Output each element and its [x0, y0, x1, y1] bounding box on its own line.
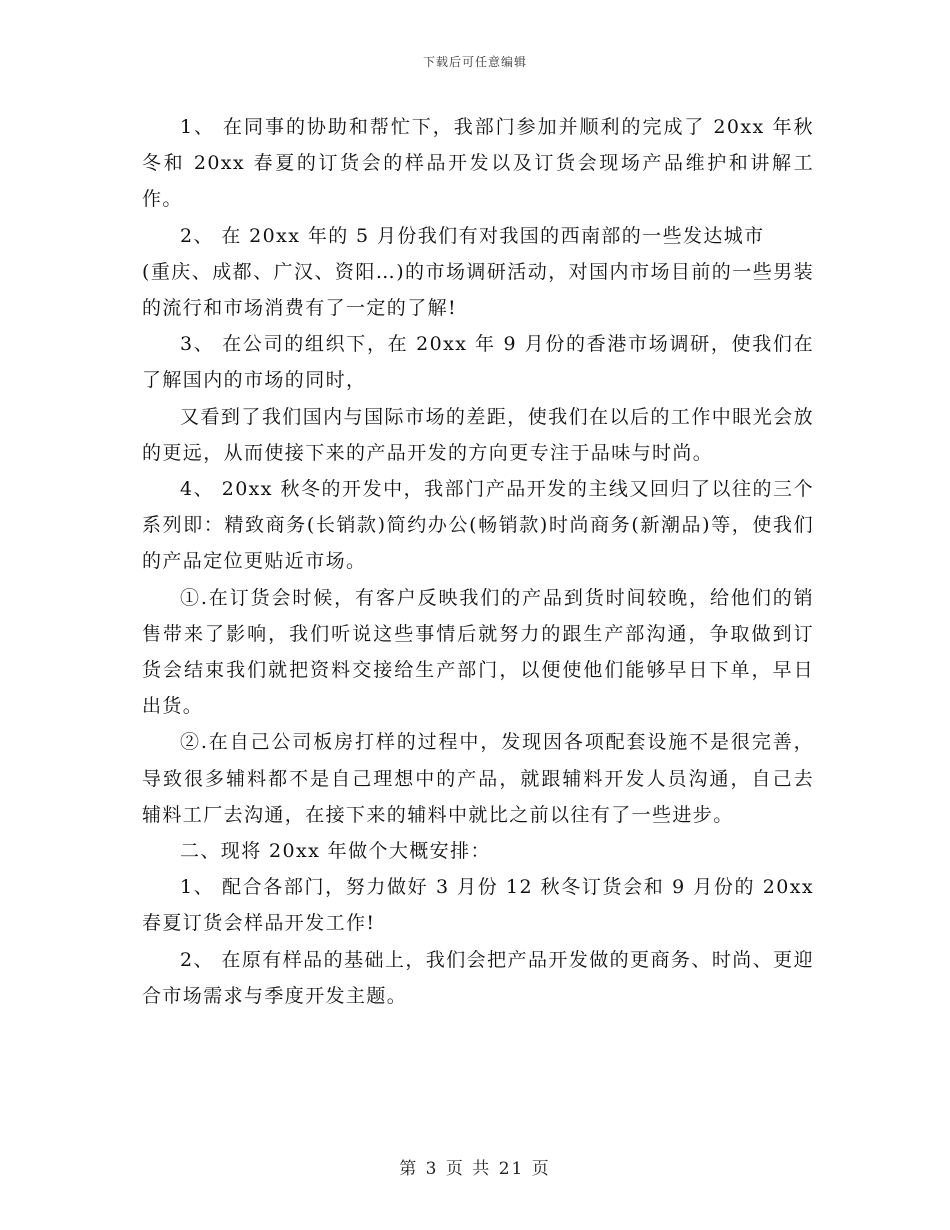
paragraph-9: 二、现将 20xx 年做个大概安排： — [180, 840, 491, 863]
paragraph-11: 2、 在原有样品的基础上，我们会把产品开发做的更商务、时尚、更迎合市场需求与季度开发主题。 — [142, 948, 814, 1007]
footer-suffix: 页 — [531, 1159, 551, 1179]
page-header-note: 下载后可任意编辑 — [422, 55, 527, 69]
paragraph-3: (重庆、成都、广汉、资阳…)的市场调研活动，对国内市场目前的一些男装的流行和市场消费有了一定的了解! — [142, 260, 814, 320]
page-footer — [0, 1154, 950, 1179]
paragraph-5: 又看到了我们国内与国际市场的差距，使我们在以后的工作中眼光会放的更远，从而使接下来的产品开发的方向更专注于品味与时尚。 — [142, 405, 814, 464]
footer-prefix: 第 — [399, 1159, 419, 1179]
paragraph-1: 1、 在同事的协助和帮忙下，我部门参加并顺利的完成了 20xx 年秋冬和 20xx 春夏的订货会的样品开发以及订货会现场产品维护和讲解工作。 — [142, 116, 814, 211]
paragraph-2: 2、 在 20xx 年的 5 月份我们有对我国的西南部的一些发达城市 — [180, 224, 765, 247]
footer-total-pages: 21 — [498, 1159, 525, 1179]
paragraph-10: 1、 配合各部门，努力做好 3 月份 12 秋冬订货会和 9 月份的 20xx 春夏订货会样品开发工作! — [142, 876, 814, 935]
footer-page-number: 3 — [425, 1159, 439, 1179]
document-body — [142, 109, 814, 1014]
footer-middle: 页 共 — [445, 1159, 492, 1179]
paragraph-8: ②.在自己公司板房打样的过程中，发现因各项配套设施不是很完善，导致很多辅料都不是自己理想中的产品，就跟辅料开发人员沟通，自己去辅料工厂去沟通，在接下来的辅料中就比之前以往有了一些进步。 — [142, 731, 814, 826]
paragraph-4: 3、 在公司的组织下，在 20xx 年 9 月份的香港市场调研，使我们在了解国内的市场的同时， — [142, 333, 814, 392]
paragraph-6: 4、 20xx 秋冬的开发中，我部门产品开发的主线又回归了以往的三个系列即：精致商务(长销款)简约办公(畅销款)时尚商务(新潮品)等，使我们的产品定位更贴近市场。 — [142, 478, 814, 573]
paragraph-7: ①.在订货会时候，有客户反映我们的产品到货时间较晚，给他们的销售带来了影响，我们听说这些事情后就努力的跟生产部沟通，争取做到订货会结束我们就把资料交接给生产部门，以便使他们能够早日下单，早日出货。 — [142, 586, 814, 718]
